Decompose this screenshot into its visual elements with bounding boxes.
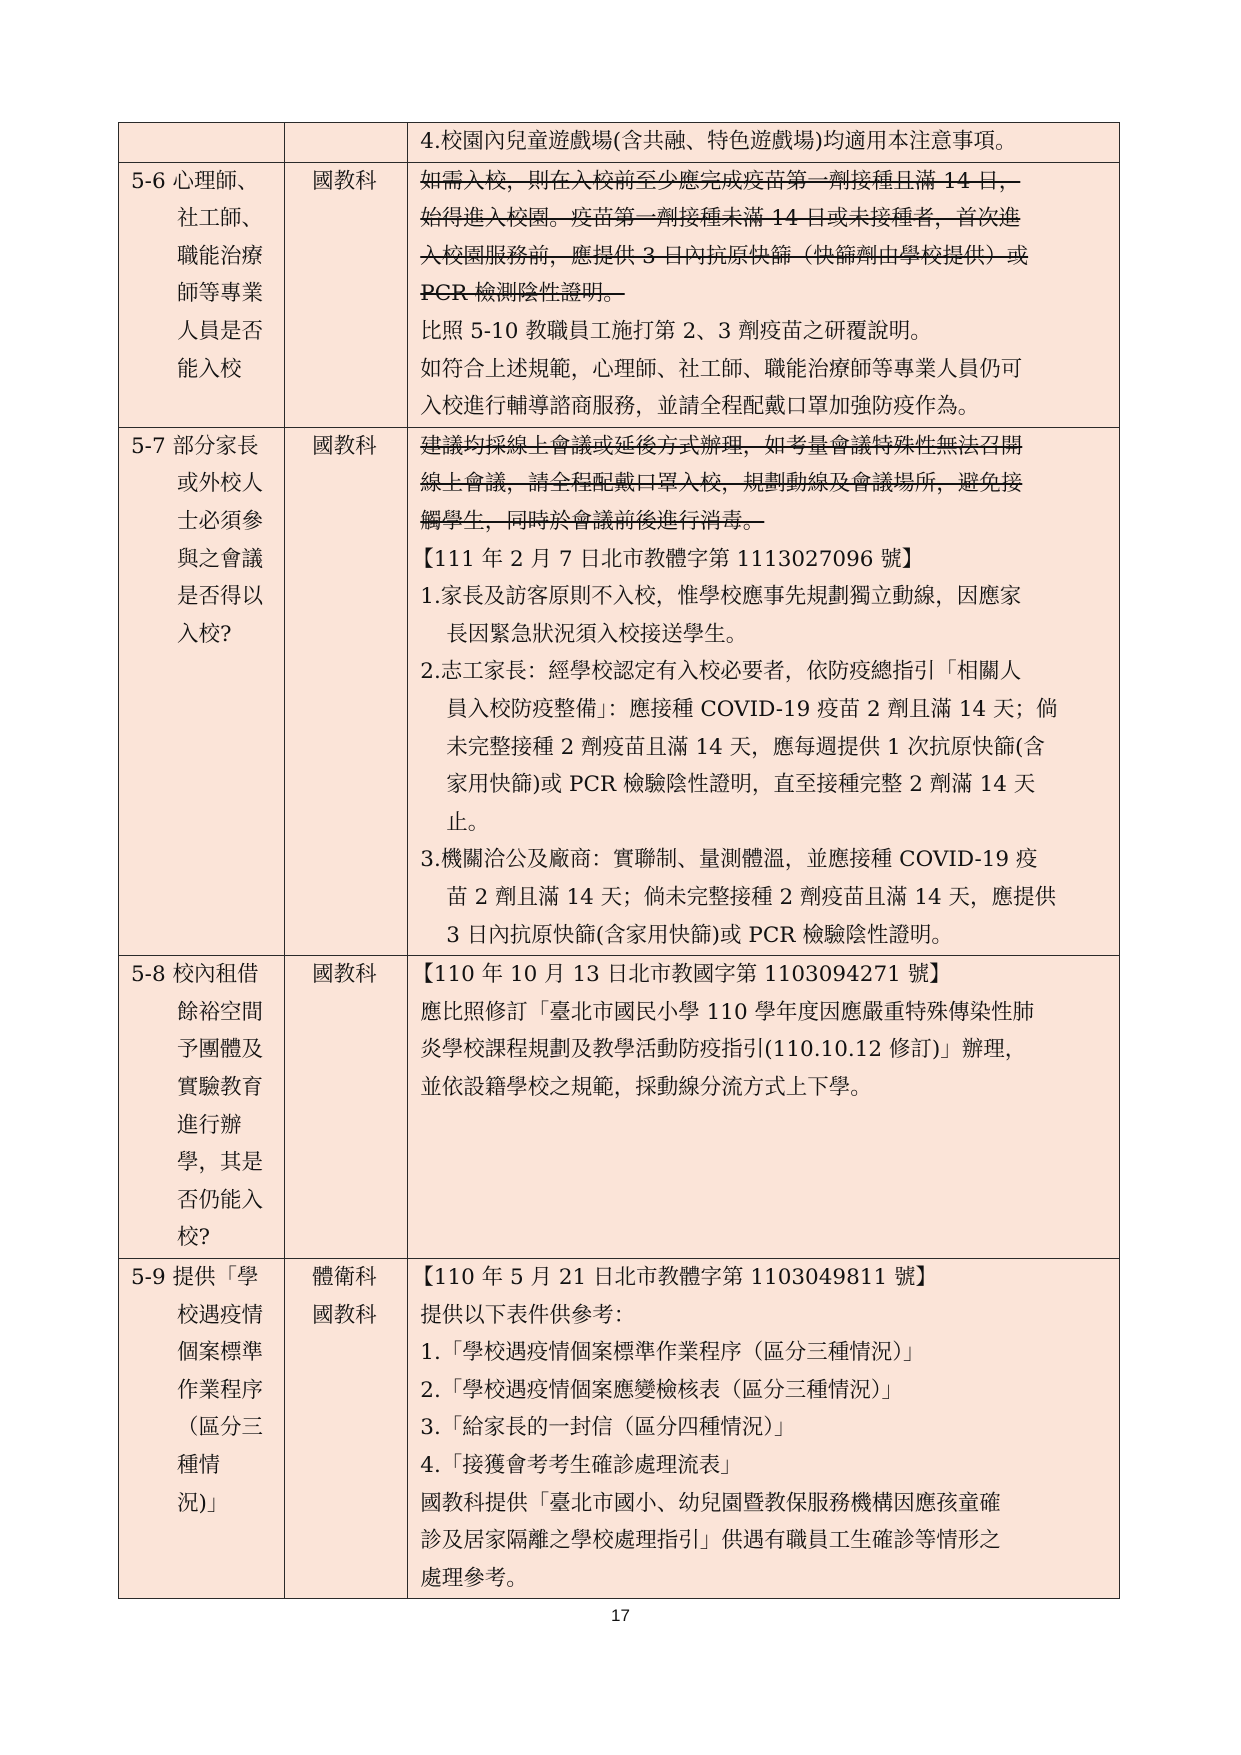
question-line: 師等專業 (177, 281, 264, 307)
table-row (119, 427, 1120, 955)
answer-line-struck (408, 503, 1119, 541)
answer-line (408, 653, 1119, 691)
answer-text: 4.校園內兒童遊戲場(含共融、特色遊戲場)均適用本注意事項。 (420, 129, 1017, 154)
answer-line (408, 1485, 1119, 1523)
answer-line (408, 1447, 1119, 1485)
department-name: 國教科 (312, 433, 377, 459)
question-line: 校? (177, 1225, 211, 1251)
answer-text: 【110 年 10 月 13 日北市教國字第 1103094271 號】 (412, 962, 951, 988)
question-line: 是否得以 (177, 584, 264, 610)
department-cell (285, 956, 408, 1259)
answer-line (408, 804, 1119, 842)
department-name: 國教科 (312, 1302, 377, 1328)
answer-line (408, 388, 1119, 426)
answer-line (408, 351, 1119, 389)
question-line: 餘裕空間 (177, 999, 264, 1025)
answer-text: 未完整接種 2 劑疫苗且滿 14 天，應每週提供 1 次抗原快篩(含 (446, 734, 1045, 760)
question-line: 或外校人 (177, 471, 264, 497)
answer-text: 診及居家隔離之學校處理指引」供遇有職員工生確診等情形之 (420, 1528, 1001, 1554)
answer-text: 觸學生，同時於會議前後進行消毒。 (420, 508, 765, 534)
answer-text: 如需入校，則在入校前至少應完成疫苗第一劑接種且滿 14 日， (420, 168, 1021, 194)
answer-line (408, 729, 1119, 767)
department-name: 國教科 (312, 962, 377, 988)
answer-cell (408, 956, 1120, 1259)
answer-line (408, 123, 1119, 161)
answer-text: 建議均採線上會議或延後方式辦理，如考量會議特殊性無法召開 (420, 433, 1023, 459)
answer-line (408, 1259, 1119, 1297)
answer-cell (408, 1258, 1120, 1598)
answer-text: 入校園服務前，應提供 3 日內抗原快篩（快篩劑由學校提供）或 (420, 243, 1029, 269)
question-line: 況)」 (177, 1490, 229, 1516)
answer-cell (408, 162, 1120, 427)
answer-text: 3 日內抗原快篩(含家用快篩)或 PCR 檢驗陰性證明。 (446, 922, 953, 948)
answer-line (408, 1560, 1119, 1598)
question-line: 社工師、 (177, 206, 264, 232)
page-number: 17 (611, 1606, 630, 1625)
answer-text: 家用快篩)或 PCR 檢驗陰性證明，直至接種完整 2 劑滿 14 天 (446, 772, 1036, 798)
question-line: 士必須參 (177, 508, 264, 534)
answer-line (408, 766, 1119, 804)
answer-line-struck (408, 163, 1119, 201)
department-cell (285, 1258, 408, 1598)
question-line: 人員是否 (177, 318, 264, 344)
question-cell (119, 956, 285, 1259)
answer-text: 提供以下表件供參考： (420, 1302, 636, 1328)
table-row (119, 162, 1120, 427)
answer-text: 處理參考。 (420, 1565, 528, 1591)
answer-line-struck (408, 465, 1119, 503)
answer-text: 如符合上述規範，心理師、社工師、職能治療師等專業人員仍可 (420, 356, 1023, 382)
question-line: 5-9 提供「學 (131, 1264, 259, 1290)
answer-cell (408, 123, 1120, 163)
question-line: 進行辦 (177, 1112, 242, 1138)
question-line: 否仍能入 (177, 1187, 264, 1213)
question-line: （區分三 (177, 1415, 264, 1441)
answer-text: 比照 5-10 教職員工施打第 2、3 劑疫苗之研覆說明。 (420, 318, 932, 344)
answer-line (408, 1522, 1119, 1560)
question-line: 種情 (177, 1452, 221, 1478)
answer-line (408, 917, 1119, 955)
answer-line-struck (408, 275, 1119, 313)
answer-text: 員入校防疫整備」：應接種 COVID-19 疫苗 2 劑且滿 14 天；倘 (446, 696, 1058, 722)
answer-line-struck (408, 428, 1119, 466)
answer-text: 始得進入校園。疫苗第一劑接種未滿 14 日或未接種者，首次進 (420, 206, 1021, 232)
answer-line (408, 691, 1119, 729)
answer-line (408, 956, 1119, 994)
answer-text: 苗 2 劑且滿 14 天；倘未完整接種 2 劑疫苗且滿 14 天，應提供 (446, 884, 1057, 910)
answer-text: 2.「學校遇疫情個案應變檢核表（區分三種情況）」 (420, 1377, 904, 1403)
answer-line (408, 879, 1119, 917)
answer-text: 2.志工家長：經學校認定有入校必要者，依防疫總指引「相關人 (420, 659, 1022, 685)
department-cell (285, 427, 408, 955)
answer-line (408, 1409, 1119, 1447)
answer-line (408, 1297, 1119, 1335)
answer-text: 3.「給家長的一封信（區分四種情況）」 (420, 1415, 796, 1441)
answer-text: 1.「學校遇疫情個案標準作業程序（區分三種情況）」 (420, 1340, 925, 1366)
department-cell (285, 162, 408, 427)
question-line: 予團體及 (177, 1037, 264, 1063)
answer-cell (408, 427, 1120, 955)
question-line: 職能治療 (177, 243, 264, 269)
question-line: 與之會議 (177, 546, 264, 572)
answer-line (408, 1334, 1119, 1372)
table-row (119, 956, 1120, 1259)
department-name: 體衛科 (312, 1264, 377, 1290)
question-line: 作業程序 (177, 1377, 264, 1403)
answer-text: 長因緊急狀況須入校接送學生。 (446, 621, 748, 647)
table-row (119, 123, 1120, 163)
question-line: 校遇疫情 (177, 1302, 264, 1328)
qa-table-body (119, 123, 1120, 1599)
answer-line (408, 541, 1119, 579)
qa-table (118, 122, 1120, 1599)
answer-text: 4.「接獲會考考生確診處理流表」 (420, 1452, 742, 1478)
answer-line (408, 313, 1119, 351)
answer-line (408, 1031, 1119, 1069)
answer-text: 應比照修訂「臺北市國民小學 110 學年度因應嚴重特殊傳染性肺 (420, 999, 1034, 1025)
answer-text: 入校進行輔導諮商服務，並請全程配戴口罩加強防疫作為。 (420, 394, 980, 420)
question-line: 學，其是 (177, 1150, 264, 1176)
answer-line (408, 994, 1119, 1032)
question-cell (119, 427, 285, 955)
answer-line (408, 578, 1119, 616)
question-line: 個案標準 (177, 1340, 264, 1366)
answer-line (408, 1372, 1119, 1410)
question-cell (119, 1258, 285, 1598)
question-cell (119, 123, 285, 163)
question-line: 5-6 心理師、 (131, 168, 259, 194)
answer-text: 3.機關洽公及廠商：實聯制、量測體溫，並應接種 COVID-19 疫 (420, 847, 1038, 873)
answer-text: 國教科提供「臺北市國小、幼兒園暨教保服務機構因應孩童確 (420, 1490, 1001, 1516)
answer-text: 【111 年 2 月 7 日北市教體字第 1113027096 號】 (412, 546, 924, 572)
question-cell (119, 162, 285, 427)
answer-text: PCR 檢測陰性證明。 (420, 281, 625, 307)
answer-line-struck (408, 200, 1119, 238)
question-line: 5-8 校內租借 (131, 962, 259, 988)
question-line: 實驗教育 (177, 1074, 264, 1100)
answer-text: 止。 (446, 809, 490, 835)
answer-text: 炎學校課程規劃及教學活動防疫指引(110.10.12 修訂)」辦理， (420, 1037, 1027, 1063)
question-line: 入校? (177, 621, 232, 647)
answer-line (408, 841, 1119, 879)
answer-line (408, 1069, 1119, 1107)
department-cell (285, 123, 408, 163)
department-name: 國教科 (312, 168, 377, 194)
question-line: 5-7 部分家長 (131, 433, 259, 459)
answer-text: 1.家長及訪客原則不入校，惟學校應事先規劃獨立動線，因應家 (420, 584, 1022, 610)
answer-text: 【110 年 5 月 21 日北市教體字第 1103049811 號】 (412, 1264, 937, 1290)
table-row (119, 1258, 1120, 1598)
question-line: 能入校 (177, 356, 242, 382)
answer-text: 並依設籍學校之規範，採動線分流方式上下學。 (420, 1074, 872, 1100)
answer-line-struck (408, 238, 1119, 276)
answer-line (408, 616, 1119, 654)
answer-text: 線上會議，請全程配戴口罩入校，規劃動線及會議場所，避免接 (420, 471, 1023, 497)
